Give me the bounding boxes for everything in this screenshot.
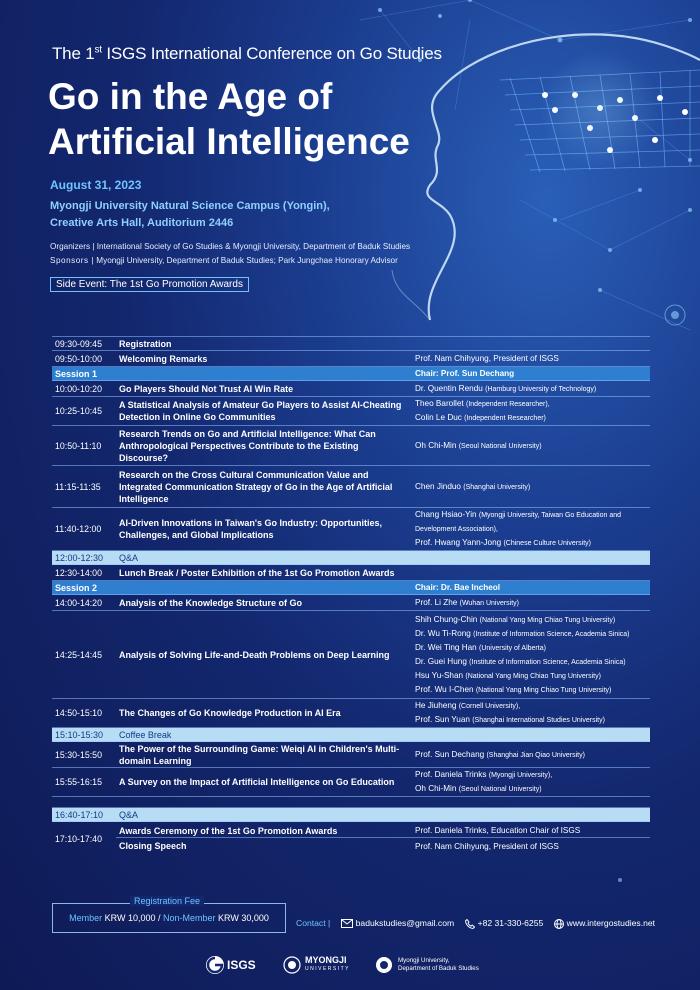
session-time: 11:40-12:00 bbox=[52, 508, 116, 551]
session-speakers: Prof. Sun Dechang (Shanghai Jian Qiao University) bbox=[412, 742, 650, 768]
conference-name: The 1st ISGS International Conference on Go Studies bbox=[52, 44, 442, 63]
organizers: Organizers | International Society of Go Studies & Myongji University, Department of Baduk Studies bbox=[50, 242, 411, 251]
session-time: Session 2 bbox=[52, 581, 116, 595]
session-speakers: Chair: Prof. Sun Dechang bbox=[412, 367, 650, 381]
session-speakers bbox=[412, 337, 650, 351]
session-time: 15:55-16:15 bbox=[52, 768, 116, 797]
schedule-row bbox=[52, 551, 650, 565]
session-speakers bbox=[412, 565, 650, 581]
session-time: 09:50-10:00 bbox=[52, 351, 116, 367]
session-time: 10:50-11:10 bbox=[52, 426, 116, 466]
isgs-emblem-icon bbox=[205, 955, 225, 975]
myongji-emblem-icon bbox=[283, 956, 301, 974]
session-speakers bbox=[412, 551, 650, 565]
session-time: 14:00-14:20 bbox=[52, 595, 116, 611]
session-title: Q&A bbox=[116, 808, 412, 822]
organizers-sponsors bbox=[50, 240, 470, 268]
page-title bbox=[48, 74, 468, 164]
session-time: Session 1 bbox=[52, 367, 116, 381]
title-b: Closing Speech bbox=[116, 837, 412, 852]
mail-icon bbox=[341, 919, 353, 928]
session-title: Analysis of Solving Life-and-Death Problems on Deep Learning bbox=[116, 611, 412, 699]
session-title: Go Players Should Not Trust AI Win Rate bbox=[116, 381, 412, 397]
website-link[interactable]: www.intergostudies.net bbox=[566, 918, 656, 928]
session-time: 15:10-15:30 bbox=[52, 728, 116, 742]
schedule-row bbox=[52, 742, 650, 768]
session-title: A Survey on the Impact of Artificial Intelligence on Go Education bbox=[116, 768, 412, 797]
session-time: 12:30-14:00 bbox=[52, 565, 116, 581]
session-title: Coffee Break bbox=[116, 728, 412, 742]
session-speakers: Prof. Li Zhe (Wuhan University) bbox=[412, 595, 650, 611]
schedule-row bbox=[52, 351, 650, 367]
session-time: 12:00-12:30 bbox=[52, 551, 116, 565]
schedule-row bbox=[52, 699, 650, 728]
baduk-dept-emblem-icon bbox=[375, 956, 393, 974]
contact-info: Contact | badukstudies@gmail.com +82 31-330-6255 www.intergostudies.net bbox=[296, 918, 656, 928]
session-speakers: Prof. Daniela Trinks, Education Chair of ISGS Prof. Nam Chihyung, President of ISGS bbox=[412, 822, 650, 856]
title-a: Awards Ceremony of the 1st Go Promotion Awards bbox=[119, 826, 338, 837]
session-speakers: Shih Chung-Chin (National Yang Ming Chiao Tung University) Dr. Wu Ti-Rong (Institute of Information Science, Academia Sinica) Dr. Wei Ting Han (University of Alberta) Dr. Guei Hung (Institute of Information Science, Academia Sinica) Hsu Yu-Shan (National Yang Ming Chiao Tung University) Prof. Wu I-Chen (National Yang Ming Chiao Tung University) bbox=[412, 611, 650, 699]
baduk-dept-logo: Myongji University, Department of Baduk Studies bbox=[375, 952, 479, 978]
session-time: 15:30-15:50 bbox=[52, 742, 116, 768]
title-line-2: Artificial Intelligence bbox=[48, 121, 410, 162]
session-title: Research on the Cross Cultural Communication Value and Integrated Communication Strategy of Go in the Age of Artificial Intelligence bbox=[116, 466, 412, 508]
session-speakers: Dr. Quentin Rendu (Hamburg University of Technology) bbox=[412, 381, 650, 397]
session-time: 09:30-09:45 bbox=[52, 337, 116, 351]
session-time: 14:25-14:45 bbox=[52, 611, 116, 699]
schedule-row bbox=[52, 508, 650, 551]
venue: Myongji University Natural Science Campus (Yongin), Creative Arts Hall, Auditorium 2446 bbox=[50, 200, 330, 229]
session-time: 10:25-10:45 bbox=[52, 397, 116, 426]
schedule-row bbox=[52, 822, 650, 856]
session-title bbox=[116, 822, 412, 856]
side-event-badge: Side Event: The 1st Go Promotion Awards bbox=[50, 277, 249, 292]
session-time: 17:10-17:40 bbox=[52, 822, 116, 856]
schedule-row bbox=[52, 381, 650, 397]
sponsors: Sponsors | Myongji University, Department of Baduk Studies; Park Jungchae Honorary Advisor bbox=[50, 256, 398, 265]
session-speakers: He Jiuheng (Cornell University), Prof. Sun Yuan (Shanghai International Studies University) bbox=[412, 699, 650, 728]
session-time: 14:50-15:10 bbox=[52, 699, 116, 728]
session-speakers: Chang Hsiao-Yin (Myongji University, Taiwan Go Education and Development Association), Prof. Hwang Yann-Jong (Chinese Culture University) bbox=[412, 508, 650, 551]
schedule-row bbox=[52, 768, 650, 797]
session-speakers: Theo Barollet (Independent Researcher), Colin Le Duc (Independent Researcher) bbox=[412, 397, 650, 426]
session-title bbox=[116, 581, 412, 595]
schedule-row bbox=[52, 611, 650, 699]
session-title: A Statistical Analysis of Amateur Go Players to Assist AI-Cheating Detection in Online Go Communities bbox=[116, 397, 412, 426]
myongji-logo: MYONGJI UNIVERSITY bbox=[283, 952, 350, 978]
registration-fee-label: Registration Fee bbox=[130, 896, 204, 906]
schedule-gap bbox=[52, 797, 650, 808]
session-speakers: Prof. Nam Chihyung, President of ISGS bbox=[412, 351, 650, 367]
session-speakers bbox=[412, 808, 650, 822]
session-title: The Changes of Go Knowledge Production in AI Era bbox=[116, 699, 412, 728]
session-title: AI-Driven Innovations in Taiwan's Go Industry: Opportunities, Challenges, and Global Implications bbox=[116, 508, 412, 551]
session-time: 10:00-10:20 bbox=[52, 381, 116, 397]
session-time: 11:15-11:35 bbox=[52, 466, 116, 508]
session-time: 16:40-17:10 bbox=[52, 808, 116, 822]
schedule-row bbox=[52, 337, 650, 351]
schedule-row bbox=[52, 367, 650, 381]
session-title: Q&A bbox=[116, 551, 412, 565]
schedule-table bbox=[52, 336, 650, 856]
phone-icon bbox=[465, 919, 475, 929]
session-title bbox=[116, 367, 412, 381]
session-title: Welcoming Remarks bbox=[116, 351, 412, 367]
session-title: The Power of the Surrounding Game: Weiqi AI in Children's Multi-domain Learning bbox=[116, 742, 412, 768]
registration-fee-box: Member KRW 10,000 / Non-Member KRW 30,000 bbox=[52, 903, 286, 933]
isgs-logo: ISGS bbox=[205, 952, 256, 978]
session-speakers: Chair: Dr. Bae Incheol bbox=[412, 581, 650, 595]
schedule-row bbox=[52, 565, 650, 581]
session-title: Analysis of the Knowledge Structure of Go bbox=[116, 595, 412, 611]
schedule-row bbox=[52, 728, 650, 742]
session-title: Research Trends on Go and Artificial Intelligence: What Can Anthropological Perspectives Contribute to the Existing Discourse? bbox=[116, 426, 412, 466]
phone-number: +82 31-330-6255 bbox=[477, 918, 544, 928]
schedule-row bbox=[52, 595, 650, 611]
event-date: August 31, 2023 bbox=[50, 178, 142, 192]
schedule-row bbox=[52, 466, 650, 508]
session-title: Registration bbox=[116, 337, 412, 351]
title-line-1: Go in the Age of bbox=[48, 76, 333, 117]
email-link[interactable]: badukstudies@gmail.com bbox=[355, 918, 455, 928]
schedule-row bbox=[52, 397, 650, 426]
schedule-row bbox=[52, 808, 650, 822]
session-speakers: Oh Chi-Min (Seoul National University) bbox=[412, 426, 650, 466]
globe-icon bbox=[554, 919, 564, 929]
logo-bar bbox=[205, 952, 525, 978]
schedule-row bbox=[52, 426, 650, 466]
session-speakers: Chen Jinduo (Shanghai University) bbox=[412, 466, 650, 508]
schedule-row bbox=[52, 581, 650, 595]
session-speakers: Prof. Daniela Trinks (Myongji University), Oh Chi-Min (Seoul National University) bbox=[412, 768, 650, 797]
session-speakers bbox=[412, 728, 650, 742]
session-title: Lunch Break / Poster Exhibition of the 1st Go Promotion Awards bbox=[116, 565, 412, 581]
